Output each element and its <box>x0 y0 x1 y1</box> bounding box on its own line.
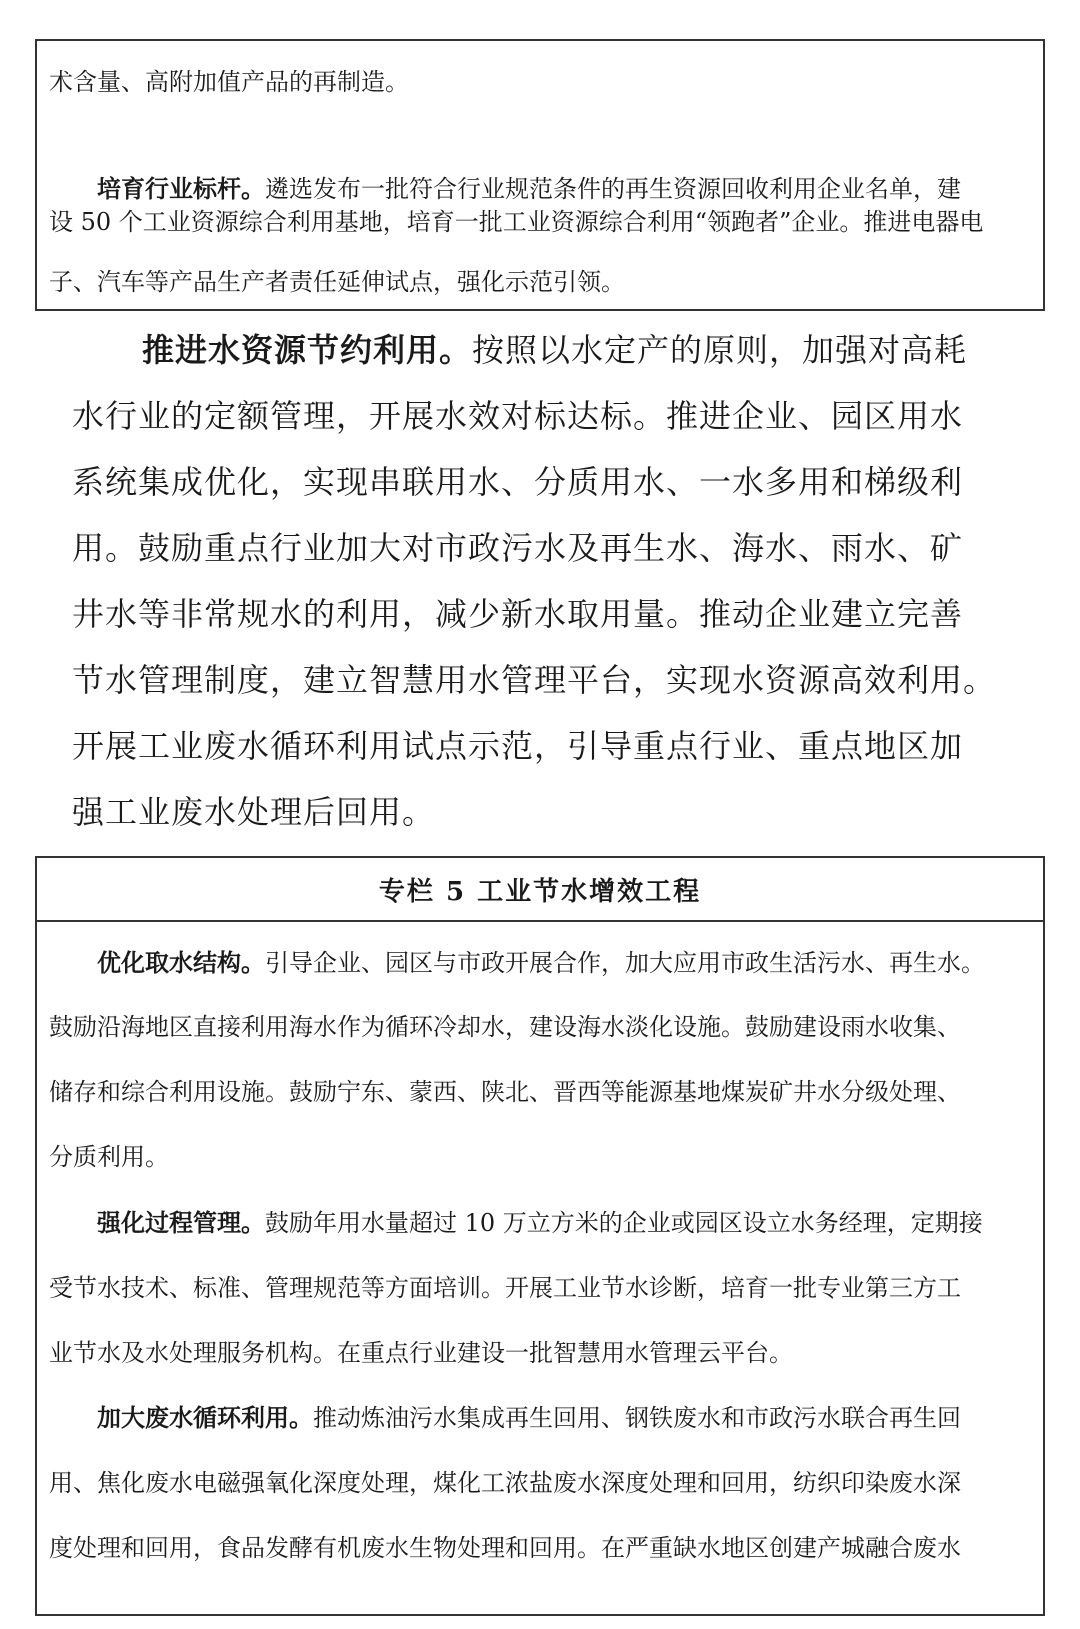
box2-p3-line: 度处理和回用，食品发酵有机废水生物处理和回用。在严重缺水地区创建产城融合废水 <box>49 1534 961 1562</box>
main-paragraph-first-text: 按照以水定产的原则，加强对高耗 <box>472 331 968 369</box>
box1-p2-text: 遴选发布一批符合行业规范条件的再生资源回收利用企业名单，建 <box>265 175 961 203</box>
main-paragraph-line: 井水等非常规水的利用，减少新水取用量。推动企业建立完善 <box>72 595 964 633</box>
box1-paragraph-2-first-line <box>97 174 961 204</box>
text-box-water-saving-column <box>35 856 1045 1616</box>
box2-p2-text: 鼓励年用水量超过 10 万立方米的企业或园区设立水务经理，定期接 <box>265 1209 983 1237</box>
main-paragraph-line: 水行业的定额管理，开展水效对标达标。推进企业、园区用水 <box>72 397 964 435</box>
box2-p2-line: 受节水技术、标准、管理规范等方面培训。开展工业节水诊断，培育一批专业第三方工 <box>49 1274 961 1302</box>
box2-p1-first-line <box>97 948 985 978</box>
box2-p3-text: 推动炼油污水集成再生回用、钢铁废水和市政污水联合再生回 <box>313 1404 961 1432</box>
main-paragraph-line: 强工业废水处理后回用。 <box>72 793 436 831</box>
box1-line-4: 子、汽车等产品生产者责任延伸试点，强化示范引领。 <box>49 268 625 296</box>
main-paragraph-title: 推进水资源节约利用。 <box>142 331 473 369</box>
box2-p2-first-line <box>97 1208 983 1238</box>
main-paragraph-line: 用。鼓励重点行业加大对市政污水及再生水、海水、雨水、矿 <box>72 529 964 567</box>
box2-p3-line: 用、焦化废水电磁强氧化深度处理，煤化工浓盐废水深度处理和回用，纺织印染废水深 <box>49 1469 961 1497</box>
box1-line-3: 设 50 个工业资源综合利用基地，培育一批工业资源综合利用“领跑者”企业。推进电器电 <box>49 208 984 236</box>
main-paragraph-line: 系统集成优化，实现串联用水、分质用水、一水多用和梯级利 <box>72 463 964 501</box>
box2-p1-text: 引导企业、园区与市政开展合作，加大应用市政生活污水、再生水。 <box>265 949 985 977</box>
main-paragraph-first-line <box>142 330 967 370</box>
box2-p1-line: 鼓励沿海地区直接利用海水作为循环冷却水，建设海水淡化设施。鼓励建设雨水收集、 <box>49 1013 961 1041</box>
box2-p2-title: 强化过程管理。 <box>97 1208 265 1237</box>
box2-p1-title: 优化取水结构。 <box>97 948 265 977</box>
box2-p1-line: 储存和综合利用设施。鼓励宁东、蒙西、陕北、晋西等能源基地煤炭矿井水分级处理、 <box>49 1078 961 1106</box>
main-paragraph-line: 开展工业废水循环利用试点示范，引导重点行业、重点地区加 <box>72 727 964 765</box>
main-paragraph-line: 节水管理制度，建立智慧用水管理平台，实现水资源高效利用。 <box>72 661 997 699</box>
column-header: 专栏 5 工业节水增效工程 <box>37 858 1043 922</box>
box2-p1-line: 分质利用。 <box>49 1143 169 1171</box>
text-box-industry-benchmark <box>35 39 1045 311</box>
box1-p2-title: 培育行业标杆。 <box>97 174 265 203</box>
box2-p2-line: 业节水及水处理服务机构。在重点行业建设一批智慧用水管理云平台。 <box>49 1339 793 1367</box>
box2-p3-first-line <box>97 1403 961 1433</box>
box2-p3-title: 加大废水循环利用。 <box>97 1403 313 1432</box>
box1-line-1: 术含量、高附加值产品的再制造。 <box>49 68 409 96</box>
